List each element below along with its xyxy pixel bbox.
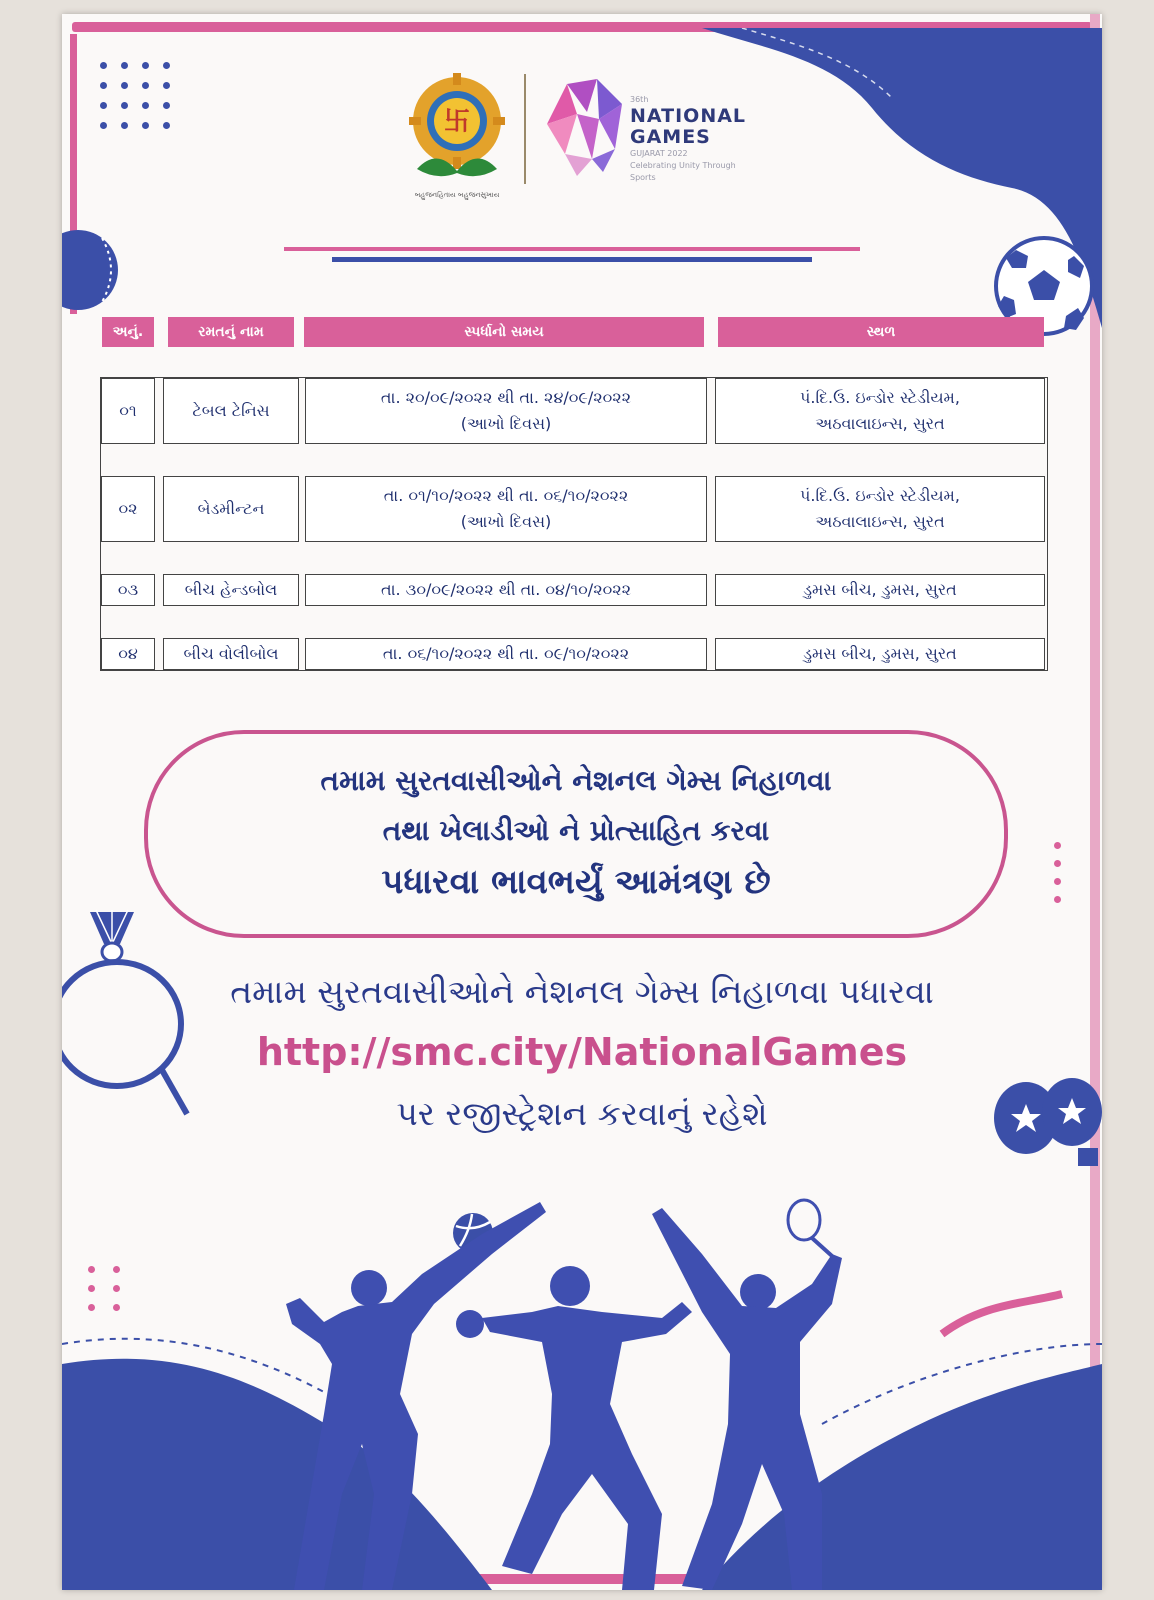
- badminton-player-silhouette: [652, 1200, 842, 1590]
- table-row-1-no: ૦૧: [101, 378, 155, 444]
- national-games-line3: GUJARAT 2022: [630, 149, 688, 158]
- header-game-name: રમતનું નામ: [168, 317, 294, 347]
- table-row-3-game: બીચ હેન્ડબોલ: [163, 574, 299, 606]
- registration-url-link[interactable]: http://smc.city/NationalGames: [256, 1030, 908, 1074]
- poster-page: [62, 14, 1102, 1590]
- table-row-2-time-note: (આખો દિવસ): [460, 512, 552, 531]
- table-row-4-no: ૦૪: [101, 638, 155, 670]
- pink-dot-grid-bottom: [88, 1266, 120, 1311]
- table-row-3-time: તા. ૩૦/૦૯/૨૦૨૨ થી તા. ૦૪/૧૦/૨૦૨૨: [305, 574, 707, 606]
- table-row-1-venue: [715, 378, 1045, 444]
- header-logos: [402, 64, 762, 214]
- invitation-box: [144, 730, 1008, 938]
- table-row-1-game: ટેબલ ટેનિસ: [163, 378, 299, 444]
- national-games-ordinal: 36th: [630, 95, 649, 104]
- national-games-wordmark: [630, 94, 762, 184]
- handball-player-silhouette: [456, 1266, 692, 1590]
- invitation-line-2: તથા ખેલાડીઓ ને પ્રોત્સાહિત કરવા: [382, 814, 770, 847]
- table-row-2-game: બેડમીન્ટન: [163, 476, 299, 542]
- table-row-1-dates: તા. ૨૦/૦૯/૨૦૨૨ થી તા. ૨૪/૦૯/૨૦૨૨: [380, 388, 632, 407]
- registration-line-3: પર રજીસ્ટ્રેશન કરવાનું રહેશે: [396, 1094, 768, 1133]
- national-games-lion-logo: [537, 74, 627, 179]
- table-row-1-time-note: (આખો દિવસ): [460, 414, 552, 433]
- table-row-3-no: ૦૩: [101, 574, 155, 606]
- table-row-2-venue-line2: અઠવાલાઇન્સ, સુરત: [815, 512, 945, 531]
- table-row-4-time: તા. ૦૬/૧૦/૨૦૨૨ થી તા. ૦૯/૧૦/૨૦૨૨: [305, 638, 707, 670]
- registration-line-1: તમામ સુરતવાસીઓને નેશનલ ગેમ્સ નિહાળવા પધારવા: [230, 972, 934, 1011]
- table-row-2-dates: તા. ૦૧/૧૦/૨૦૨૨ થી તા. ૦૬/૧૦/૨૦૨૨: [383, 486, 629, 505]
- header-competition-time: સ્પર્ધાનો સમય: [304, 317, 704, 347]
- logo-divider: [524, 74, 526, 184]
- table-row-4-game: બીચ વોલીબોલ: [163, 638, 299, 670]
- national-games-line2: GAMES: [630, 126, 711, 148]
- invitation-line-1: તમામ સુરતવાસીઓને નેશનલ ગેમ્સ નિહાળવા: [320, 764, 832, 797]
- table-row-2-no: ૦૨: [101, 476, 155, 542]
- table-row-2-venue-line1: પં.દિ.ઉ. ઇન્ડોર સ્ટેડીયમ,: [800, 486, 960, 505]
- header-venue: સ્થળ: [718, 317, 1044, 347]
- table-row-2-time: [305, 476, 707, 542]
- athletes-silhouette-scene: [62, 1194, 1102, 1590]
- schedule-table: [100, 377, 1048, 671]
- table-row-4-venue: ડુમસ બીચ, ડુમસ, સુરત: [715, 638, 1045, 670]
- cricket-ball-icon: [62, 226, 124, 314]
- invitation-line-3: પધારવા ભાવભર્યું આમંત્રણ છે: [381, 862, 771, 902]
- table-row-1-venue-line1: પં.દિ.ઉ. ઇન્ડોર સ્ટેડીયમ,: [800, 388, 960, 407]
- svg-text:卐: 卐: [443, 107, 471, 137]
- table-row-2-venue: [715, 476, 1045, 542]
- table-row-1-time: [305, 378, 707, 444]
- dot-grid-decoration: [100, 62, 170, 129]
- boxing-gloves-icon: [986, 1076, 1102, 1186]
- national-games-line1: NATIONAL: [630, 105, 747, 127]
- title-rule-pink: [284, 247, 860, 251]
- pink-dot-column: [1054, 842, 1061, 903]
- smc-emblem-logo: [402, 69, 512, 204]
- table-row-3-venue: ડુમસ બીચ, ડુમસ, સુરત: [715, 574, 1045, 606]
- header-serial-no: અનું.: [102, 317, 154, 347]
- title-rule-blue: [332, 257, 812, 262]
- table-row-1-venue-line2: અઠવાલાઇન્સ, સુરત: [815, 414, 945, 433]
- emblem-motto: બહુજનહિતાય બહુજનસુખાય: [414, 191, 500, 199]
- national-games-tagline: Celebrating Unity Through Sports: [630, 161, 736, 182]
